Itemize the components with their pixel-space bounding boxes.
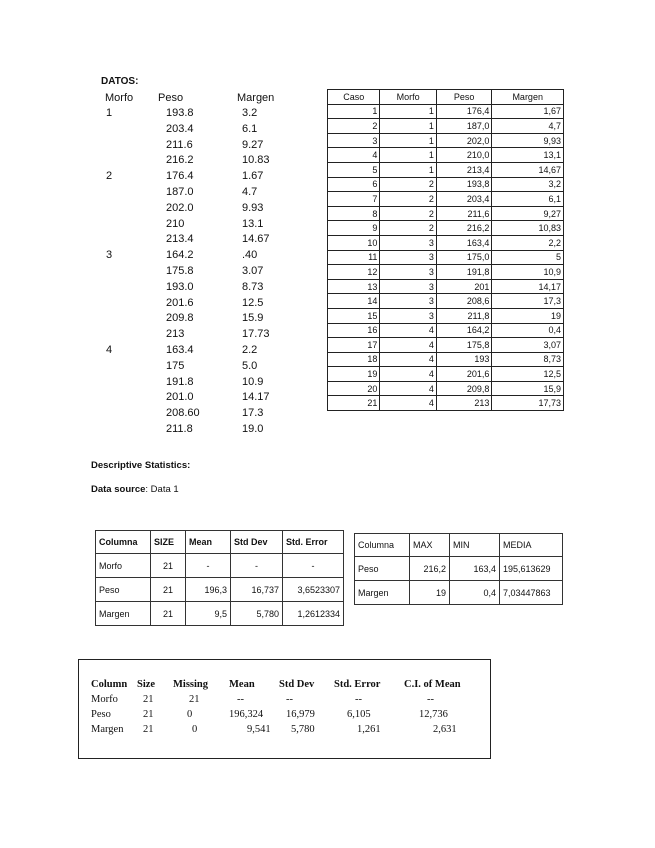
table-cell: 1 [380, 104, 436, 119]
table-cell: 3 [380, 294, 436, 309]
table-cell: 4 [380, 367, 436, 382]
table-cell: 202,0 [436, 133, 491, 148]
datos-margen-value: 4.7 [242, 186, 258, 198]
table-cell: 2,631 [433, 724, 457, 735]
table-row [328, 221, 564, 236]
datos-morfo-value: 4 [106, 344, 113, 356]
table-cell: 191,8 [436, 265, 491, 280]
table-cell: 3 [328, 133, 380, 148]
datos-margen-value: 12.5 [242, 296, 264, 309]
table-cell: 10 [328, 235, 380, 250]
table-cell: 18 [328, 352, 380, 367]
stats-table-size-mean [95, 530, 344, 626]
table-row [328, 381, 564, 396]
table-row [328, 294, 564, 309]
datos-margen-value: 17.3 [242, 407, 264, 420]
table-cell: 12,736 [419, 709, 448, 720]
table-row [96, 602, 344, 626]
table-cell: -- [427, 694, 434, 705]
table-cell: 3 [380, 265, 436, 280]
datos-margen-value: 19.0 [242, 423, 264, 435]
datos-morfo-value: 3 [106, 249, 113, 262]
datos-peso-value: 208.60 [166, 407, 200, 420]
table-cell: 17,73 [492, 396, 564, 411]
col-header: Mean [229, 679, 255, 690]
table-cell: Margen [91, 724, 124, 735]
table-row [355, 581, 563, 605]
table-cell: 187,0 [436, 119, 491, 134]
table-cell: 13,1 [492, 148, 564, 163]
caso-table [327, 89, 564, 411]
datos-peso-value: 209.8 [166, 312, 194, 325]
table-cell: 4 [380, 352, 436, 367]
datos-margen-value: 10.9 [242, 375, 264, 388]
table-cell: 9,27 [492, 206, 564, 221]
table-cell: -- [237, 694, 244, 705]
table-cell: 196,3 [186, 578, 231, 602]
table-row [328, 148, 564, 163]
table-cell: 11 [328, 250, 380, 265]
table-cell: 2 [328, 119, 380, 134]
table-cell: 164,2 [436, 323, 491, 338]
table-cell: 3 [380, 250, 436, 265]
table-cell: 14,67 [492, 162, 564, 177]
table-cell: 21 [143, 709, 154, 720]
stats-table-max-min [354, 533, 563, 605]
table-cell: 17 [328, 338, 380, 353]
table-cell: 2,2 [492, 235, 564, 250]
col-header: Caso [328, 90, 380, 105]
table-cell: 195,613629 [500, 557, 563, 581]
table-cell: 16,979 [286, 709, 315, 720]
table-cell: 13 [328, 279, 380, 294]
table-cell: 21 [151, 602, 186, 626]
caso-table-header [328, 90, 564, 105]
datos-margen-value: 9.27 [242, 138, 264, 151]
col-header: Std. Error [283, 531, 344, 554]
descriptive-statistics-label: Descriptive Statistics: [91, 460, 191, 471]
table-cell: 19 [410, 581, 450, 605]
table-cell: Peso [96, 578, 151, 602]
datos-peso-value: 164.2 [166, 249, 194, 262]
datos-peso-value: 163.4 [166, 344, 194, 356]
table-row [328, 104, 564, 119]
table-cell: 12,5 [492, 367, 564, 382]
col-header: C.I. of Mean [404, 679, 461, 690]
datos-morfo-value: 1 [106, 107, 113, 119]
table-cell: 0 [192, 724, 198, 735]
table-cell: - [231, 554, 283, 578]
table-row [328, 279, 564, 294]
table-cell: 193 [436, 352, 491, 367]
table-cell: 8 [328, 206, 380, 221]
datos-margen-value: 1.67 [242, 170, 264, 183]
table-cell: 2 [380, 177, 436, 192]
table-cell: 9,541 [247, 724, 271, 735]
table-cell: 21 [189, 694, 200, 705]
table-cell: 0 [187, 709, 193, 720]
table-cell: Morfo [91, 694, 118, 705]
col-header: Missing [173, 679, 209, 690]
datos-title: DATOS: [101, 76, 139, 87]
table-cell: 21 [328, 396, 380, 411]
table-cell: 201,6 [436, 367, 491, 382]
datos-peso-value: 211.6 [166, 138, 193, 151]
table-cell: 9,5 [186, 602, 231, 626]
table-cell: 3,07 [492, 338, 564, 353]
datos-margen-value: 3.2 [242, 107, 258, 119]
table-cell: 9 [328, 221, 380, 236]
datos-margen-value: 5.0 [242, 359, 258, 372]
datos-peso-value: 175 [166, 359, 185, 372]
table-cell: 176,4 [436, 104, 491, 119]
datos-margen-value: 8.73 [242, 280, 264, 293]
table-cell: 2 [380, 221, 436, 236]
table-row [328, 338, 564, 353]
table-row [328, 323, 564, 338]
col-header: MEDIA [500, 534, 563, 557]
table-cell: 4 [380, 396, 436, 411]
datos-margen-value: .40 [242, 249, 258, 262]
table-cell: Margen [355, 581, 410, 605]
datos-margen-value: 13.1 [242, 217, 264, 230]
col-header: Std Dev [231, 531, 283, 554]
table-cell: 4 [380, 338, 436, 353]
table-cell: 1 [380, 162, 436, 177]
datos-peso-value: 201.0 [166, 391, 194, 404]
table-cell: 213 [436, 396, 491, 411]
datos-peso-value: 175.8 [166, 265, 194, 277]
table-cell: 3,2 [492, 177, 564, 192]
table-cell: 1,67 [492, 104, 564, 119]
table-cell: 201 [436, 279, 491, 294]
col-header: Margen [492, 90, 564, 105]
table-cell: -- [355, 694, 362, 705]
table-cell: 213,4 [436, 162, 491, 177]
table-cell: Peso [355, 557, 410, 581]
datos-header-morfo: Morfo [105, 92, 134, 104]
col-header: Morfo [380, 90, 436, 105]
table-cell: 2 [380, 206, 436, 221]
datos-peso-value: 210 [166, 217, 185, 230]
table-cell: 10,83 [492, 221, 564, 236]
table-cell: 4 [380, 323, 436, 338]
datos-peso-value: 201.6 [166, 296, 194, 309]
table-row [328, 396, 564, 411]
table-cell: 19 [328, 367, 380, 382]
datos-margen-value: 3.07 [242, 265, 264, 277]
table-cell: 6,105 [347, 709, 371, 720]
table-cell: 163,4 [436, 235, 491, 250]
table-cell: 1 [380, 133, 436, 148]
table-cell: 12 [328, 265, 380, 280]
data-source-value: : Data 1 [145, 484, 179, 495]
datos-peso-value: 213.4 [166, 233, 194, 246]
table-cell: 5,780 [231, 602, 283, 626]
stats-box-missing-ci [78, 659, 491, 759]
table-cell: 211,6 [436, 206, 491, 221]
datos-margen-value: 15.9 [242, 312, 264, 325]
table-cell: 216,2 [410, 557, 450, 581]
datos-peso-value: 203.4 [166, 122, 194, 135]
table-row [96, 578, 344, 602]
table-row [328, 235, 564, 250]
table-cell: 196,324 [229, 709, 264, 720]
table-cell: 7,03447863 [500, 581, 563, 605]
table-cell: 20 [328, 381, 380, 396]
datos-peso-value: 191.8 [166, 375, 194, 388]
table-row [328, 265, 564, 280]
table-cell: 5 [328, 162, 380, 177]
table-cell: 17,3 [492, 294, 564, 309]
table-cell: 9,93 [492, 133, 564, 148]
table-cell: 175,8 [436, 338, 491, 353]
col-header: Peso [436, 90, 491, 105]
table-cell: 193,8 [436, 177, 491, 192]
table-cell: 1 [380, 119, 436, 134]
table-cell: 19 [492, 308, 564, 323]
col-header: Columna [96, 531, 151, 554]
table-cell: 7 [328, 192, 380, 207]
datos-peso-value: 193.8 [166, 107, 194, 119]
datos-peso-value: 213 [166, 328, 185, 341]
table-cell: 16 [328, 323, 380, 338]
table-cell: 208,6 [436, 294, 491, 309]
table-row [328, 119, 564, 134]
datos-margen-value: 2.2 [242, 344, 258, 356]
datos-peso-value: 216.2 [166, 154, 194, 167]
datos-peso-value: 176.4 [166, 170, 194, 183]
table-cell: 5 [492, 250, 564, 265]
table-cell: Margen [96, 602, 151, 626]
table-cell: 2 [380, 192, 436, 207]
table-row [96, 554, 344, 578]
table-cell: 3 [380, 235, 436, 250]
table-row [328, 352, 564, 367]
table-cell: 21 [143, 724, 154, 735]
col-header: Std Dev [279, 679, 315, 690]
table-cell: 1,2612334 [283, 602, 344, 626]
table-cell: 6,1 [492, 192, 564, 207]
col-header: MIN [450, 534, 500, 557]
table-cell: 6 [328, 177, 380, 192]
table-cell: 15 [328, 308, 380, 323]
col-header: Std. Error [334, 679, 381, 690]
table-row [328, 192, 564, 207]
table-cell: 203,4 [436, 192, 491, 207]
col-header: Column [91, 679, 128, 690]
table-cell: 216,2 [436, 221, 491, 236]
col-header: Mean [186, 531, 231, 554]
table-cell: 1,261 [357, 724, 381, 735]
col-header: MAX [410, 534, 450, 557]
table-cell: - [283, 554, 344, 578]
table-cell: 16,737 [231, 578, 283, 602]
table-cell: 1 [380, 148, 436, 163]
datos-margen-value: 14.67 [242, 233, 270, 246]
datos-peso-value: 211.8 [166, 423, 193, 435]
table-row [328, 133, 564, 148]
data-source-label: Data source [91, 484, 146, 495]
table-cell: 21 [151, 578, 186, 602]
datos-margen-value: 9.93 [242, 201, 264, 214]
table-cell: 4 [380, 381, 436, 396]
table-cell: 209,8 [436, 381, 491, 396]
table-cell: 21 [143, 694, 154, 705]
datos-header-margen: Margen [237, 92, 275, 104]
datos-header-peso: Peso [158, 92, 184, 104]
table-cell: -- [286, 694, 293, 705]
datos-peso-value: 202.0 [166, 201, 194, 214]
table-cell: 4 [328, 148, 380, 163]
table-cell: 163,4 [450, 557, 500, 581]
table-cell: 0,4 [450, 581, 500, 605]
table-cell: 14,17 [492, 279, 564, 294]
table-cell: - [186, 554, 231, 578]
table-cell: 8,73 [492, 352, 564, 367]
table-row [328, 367, 564, 382]
table-row [328, 206, 564, 221]
datos-peso-value: 193.0 [166, 280, 194, 293]
table-cell: Peso [91, 709, 111, 720]
col-header: Size [137, 679, 156, 690]
table-cell: 0,4 [492, 323, 564, 338]
datos-morfo-value: 2 [106, 170, 113, 183]
table-row [328, 162, 564, 177]
table-cell: 5,780 [291, 724, 315, 735]
table-cell: 210,0 [436, 148, 491, 163]
col-header: SIZE [151, 531, 186, 554]
datos-margen-value: 17.73 [242, 328, 270, 341]
table-cell: 1 [328, 104, 380, 119]
datos-margen-value: 10.83 [242, 154, 270, 167]
table-cell: 3 [380, 308, 436, 323]
table-cell: 10,9 [492, 265, 564, 280]
data-source-line [91, 484, 179, 495]
table-cell: 175,0 [436, 250, 491, 265]
datos-margen-value: 14.17 [242, 391, 270, 404]
table-cell: 211,8 [436, 308, 491, 323]
table-row [328, 177, 564, 192]
table-cell: 3 [380, 279, 436, 294]
datos-peso-value: 187.0 [166, 186, 194, 198]
table-cell: 4,7 [492, 119, 564, 134]
col-header: Columna [355, 534, 410, 557]
table-cell: 21 [151, 554, 186, 578]
datos-margen-value: 6.1 [242, 122, 258, 135]
table-cell: 14 [328, 294, 380, 309]
table-cell: 15,9 [492, 381, 564, 396]
table-row [355, 557, 563, 581]
table-row [328, 250, 564, 265]
table-cell: 3,6523307 [283, 578, 344, 602]
table-cell: Morfo [96, 554, 151, 578]
table-row [328, 308, 564, 323]
